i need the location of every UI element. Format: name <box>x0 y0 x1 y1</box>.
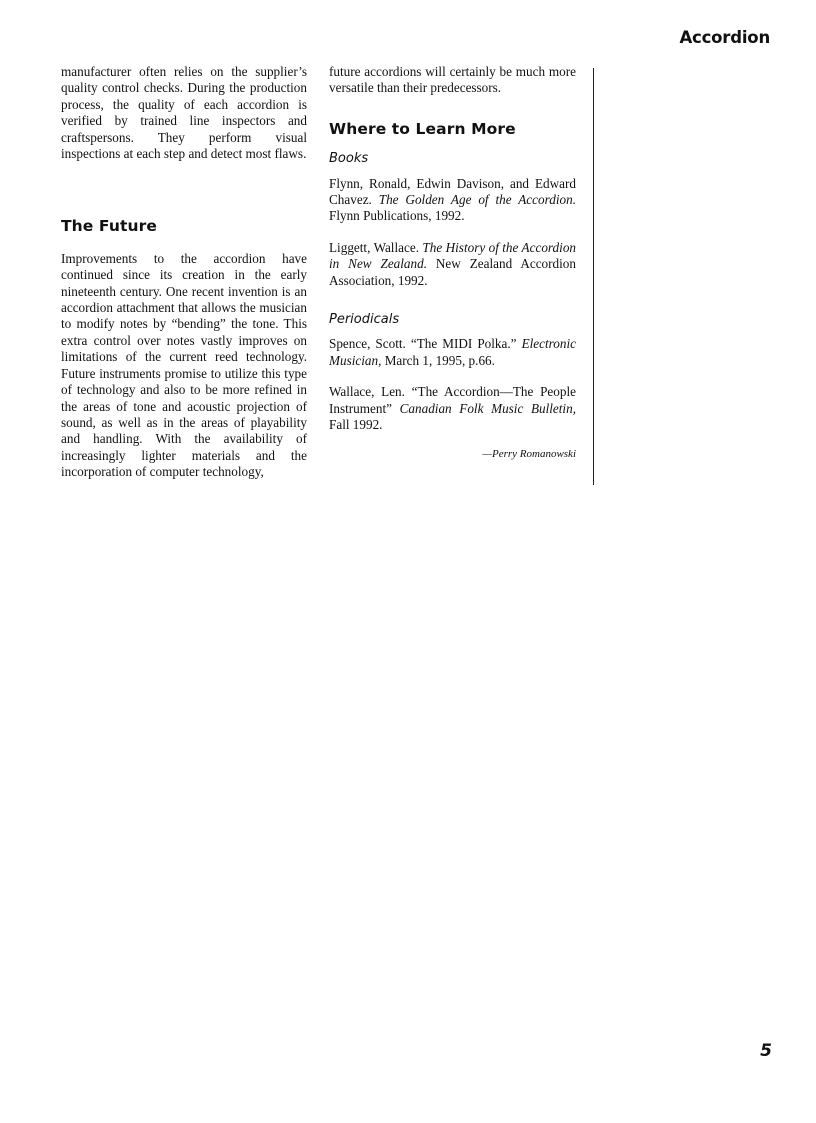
right-column <box>329 64 576 462</box>
reference-book-2 <box>329 240 576 289</box>
ref-publisher: March 1, 1995, p.66. <box>381 352 495 368</box>
intro-paragraph: manufacturer often relies on the supplier’s quality control checks. During the production process, the quality of each accordion is verified by trained line inspectors and craftspersons. They perform visual inspections at each step and detect most flaws. <box>61 64 307 162</box>
ref-publisher: Flynn Publications, 1992. <box>329 208 465 224</box>
reference-book-1 <box>329 176 576 225</box>
ref-title: Canadian Folk Music Bulletin, <box>399 400 576 416</box>
author-byline: —Perry Romanowski <box>482 447 576 460</box>
ref-author: Flynn, Ronald, Edwin Davison, and Edward Chavez. <box>329 175 576 208</box>
left-column <box>61 64 307 481</box>
ref-author: Wallace, Len. “The Accordion—The People Instrument” <box>329 384 576 416</box>
ref-author: Liggett, Wallace. <box>329 239 423 255</box>
future-paragraph: Improvements to the accordion have continued since its creation in the early nineteenth century. One recent invention is an accordion attachment that allows the musician to modify notes by “bending” the tone. This extra control over notes vastly improves on limitations of the current reed technology. Future instruments promise to utilize this type of technology and also to be more refined in the areas of tone and acoustic projection of sound, as well as in the areas of playability and handling. With the availability of increasingly lighter materials and the incorporation of computer technology, <box>61 250 307 480</box>
page-number: 5 <box>760 1041 772 1061</box>
periodicals-heading: Periodicals <box>329 312 400 328</box>
ref-title: The History of the Accordion in New Zealand. <box>329 239 577 272</box>
ref-publisher: Fall 1992. <box>329 417 383 433</box>
reference-periodical-1 <box>329 336 576 369</box>
continuation-paragraph: future accordions will certainly be much more versatile than their predecessors. <box>329 64 576 96</box>
column-rule <box>593 68 594 485</box>
running-head: Accordion <box>679 28 770 47</box>
books-heading: Books <box>329 151 369 167</box>
reference-periodical-2 <box>329 384 576 433</box>
learn-more-heading: Where to Learn More <box>329 119 516 138</box>
ref-publisher: New Zealand Accordion Association, 1992. <box>329 256 576 288</box>
future-heading: The Future <box>61 217 157 236</box>
ref-title: Electronic Musician, <box>329 336 576 368</box>
ref-author: Spence, Scott. “The MIDI Polka.” <box>329 336 522 352</box>
ref-title: The Golden Age of the Accordion. <box>378 192 576 208</box>
